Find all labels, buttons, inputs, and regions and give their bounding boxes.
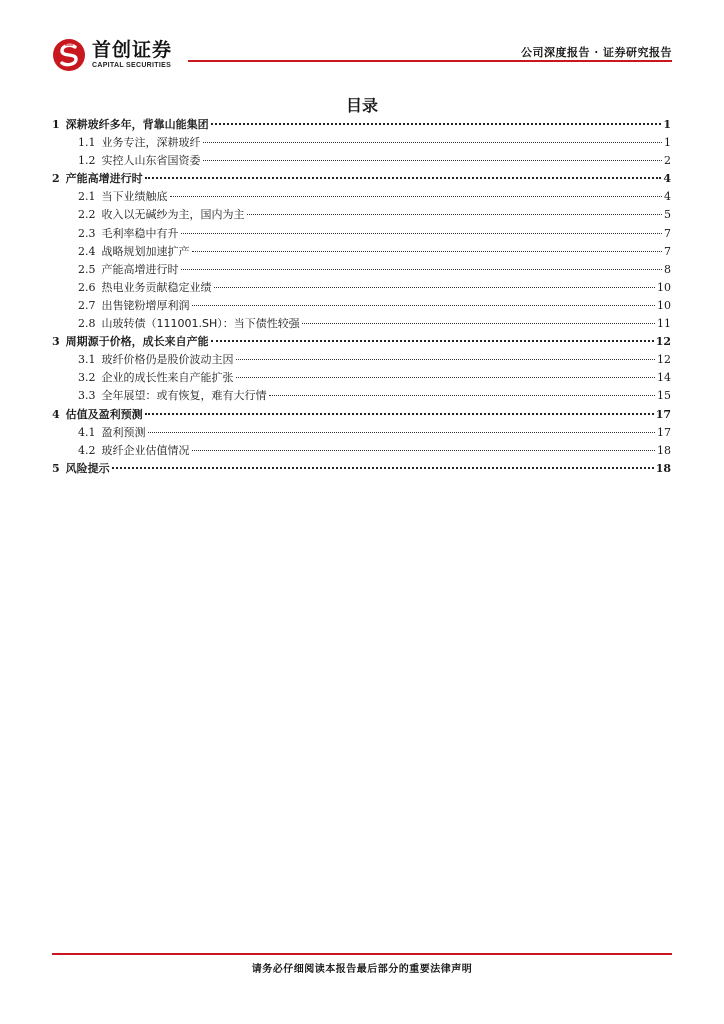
toc-entry-page-number: 4 (663, 172, 671, 186)
toc-entry-number: 4 (52, 407, 60, 421)
toc-dot-leader (181, 233, 663, 234)
table-of-contents (52, 116, 671, 478)
toc-entry-number: 5 (52, 461, 60, 475)
toc-dot-leader (192, 251, 663, 252)
toc-entry-label: 风险提示 (65, 461, 110, 475)
toc-entry-page-number: 12 (657, 353, 671, 367)
toc-entry-label: 企业的成长性来自产能扩张 (101, 371, 234, 385)
toc-entry-label: 山玻转债（111001.SH）：当下债性较强 (101, 317, 300, 331)
toc-dot-leader (181, 269, 663, 270)
toc-chapter-entry[interactable] (52, 460, 671, 478)
toc-section-entry[interactable] (52, 297, 671, 315)
toc-section-entry[interactable] (52, 442, 671, 460)
toc-entry-page-number: 18 (655, 461, 671, 475)
toc-entry-label: 全年展望：或有恢复，难有大行情 (101, 389, 267, 403)
toc-entry-label: 毛利率稳中有升 (101, 226, 179, 240)
toc-chapter-entry[interactable] (52, 406, 671, 424)
toc-entry-number: 2.8 (78, 317, 96, 331)
toc-entry-label: 产能高增进行时 (65, 172, 143, 186)
toc-entry-label: 战略规划加速扩产 (101, 244, 190, 258)
toc-title: 目录 (345, 96, 378, 115)
toc-entry-number: 2.3 (78, 226, 96, 240)
toc-entry-page-number: 12 (655, 335, 671, 349)
toc-entry-page-number: 17 (657, 425, 671, 439)
toc-section-entry[interactable] (52, 206, 671, 224)
toc-dot-leader (192, 305, 656, 306)
toc-entry-page-number: 14 (657, 371, 671, 385)
toc-chapter-entry[interactable] (52, 116, 671, 134)
toc-section-entry[interactable] (52, 369, 671, 387)
toc-section-entry[interactable] (52, 134, 671, 152)
page-header (0, 0, 724, 80)
toc-dot-leader (269, 395, 656, 396)
toc-entry-number: 3.1 (78, 353, 96, 367)
toc-entry-label: 估值及盈利预测 (65, 407, 143, 421)
report-type-label: 公司深度报告 · 证券研究报告 (521, 46, 672, 59)
toc-dot-leader (192, 450, 656, 451)
toc-entry-label: 产能高增进行时 (101, 262, 179, 276)
legal-disclaimer: 请务必仔细阅读本报告最后部分的重要法律声明 (251, 964, 473, 975)
toc-entry-page-number: 1 (664, 136, 671, 150)
toc-entry-page-number: 18 (657, 443, 671, 457)
toc-dot-leader (145, 413, 654, 415)
logo-chinese-name: 首创证券 (92, 39, 173, 61)
toc-dot-leader (148, 432, 656, 433)
toc-entry-number: 2.1 (78, 190, 96, 204)
toc-entry-number: 2 (52, 172, 60, 186)
toc-chapter-entry[interactable] (52, 170, 671, 188)
toc-dot-leader (112, 467, 654, 469)
toc-entry-page-number: 2 (664, 154, 671, 168)
toc-entry-page-number: 1 (663, 118, 671, 131)
toc-dot-leader (236, 359, 656, 360)
toc-dot-leader (203, 160, 663, 161)
toc-entry-label: 周期源于价格，成长来自产能 (65, 335, 209, 349)
toc-entry-number: 4.1 (78, 425, 96, 439)
toc-dot-leader (203, 142, 663, 143)
toc-entry-label: 玻纤价格仍是股价波动主因 (101, 353, 234, 367)
toc-section-entry[interactable] (52, 387, 671, 405)
toc-entry-page-number: 10 (657, 298, 671, 312)
toc-section-entry[interactable] (52, 351, 671, 369)
toc-entry-page-number: 4 (664, 190, 671, 204)
toc-section-entry[interactable] (52, 188, 671, 206)
toc-dot-leader (214, 287, 656, 288)
toc-section-entry[interactable] (52, 279, 671, 297)
toc-section-entry[interactable] (52, 225, 671, 243)
company-logo (52, 38, 172, 72)
toc-entry-page-number: 8 (664, 262, 671, 276)
toc-entry-number: 2.5 (78, 262, 96, 276)
toc-entry-number: 3 (52, 335, 60, 349)
toc-section-entry[interactable] (52, 424, 671, 442)
toc-dot-leader (170, 196, 663, 197)
toc-section-entry[interactable] (52, 315, 671, 333)
toc-entry-page-number: 5 (664, 208, 671, 222)
toc-entry-page-number: 7 (664, 244, 671, 258)
toc-entry-number: 3.2 (78, 371, 96, 385)
header-divider (188, 60, 672, 62)
toc-entry-number: 2.6 (78, 280, 96, 294)
toc-entry-number: 1 (52, 118, 60, 131)
toc-entry-page-number: 15 (657, 389, 671, 403)
toc-entry-label: 热电业务贡献稳定业绩 (101, 280, 212, 294)
toc-entry-label: 深耕玻纤多年，背靠山能集团 (65, 118, 209, 131)
toc-entry-label: 当下业绩触底 (101, 190, 168, 204)
toc-dot-leader (302, 323, 655, 324)
toc-dot-leader (236, 377, 656, 378)
footer-divider (52, 953, 672, 955)
toc-entry-number: 3.3 (78, 389, 96, 403)
toc-dot-leader (211, 340, 654, 342)
logo-english-name: CAPITAL SECURITIES (92, 62, 172, 69)
toc-entry-number: 2.4 (78, 244, 96, 258)
toc-entry-page-number: 7 (664, 226, 671, 240)
toc-chapter-entry[interactable] (52, 333, 671, 351)
toc-dot-leader (247, 214, 663, 215)
toc-section-entry[interactable] (52, 243, 671, 261)
toc-entry-number: 4.2 (78, 443, 96, 457)
toc-dot-leader (211, 123, 662, 125)
toc-entry-label: 盈利预测 (101, 425, 146, 439)
toc-entry-page-number: 10 (657, 280, 671, 294)
capital-securities-logo-icon (52, 38, 86, 72)
toc-entry-number: 1.1 (78, 136, 96, 150)
toc-entry-label: 出售铑粉增厚利润 (101, 298, 190, 312)
toc-section-entry[interactable] (52, 261, 671, 279)
toc-entry-page-number: 17 (655, 407, 671, 421)
toc-entry-label: 业务专注，深耕玻纤 (101, 136, 201, 150)
toc-entry-number: 1.2 (78, 154, 96, 168)
toc-section-entry[interactable] (52, 152, 671, 170)
toc-entry-label: 玻纤企业估值情况 (101, 443, 190, 457)
toc-dot-leader (145, 177, 662, 179)
toc-entry-page-number: 11 (657, 317, 671, 331)
toc-entry-number: 2.7 (78, 298, 96, 312)
toc-entry-label: 实控人山东省国资委 (101, 154, 201, 168)
toc-entry-label: 收入以无碱纱为主，国内为主 (101, 208, 245, 222)
toc-entry-number: 2.2 (78, 208, 96, 222)
